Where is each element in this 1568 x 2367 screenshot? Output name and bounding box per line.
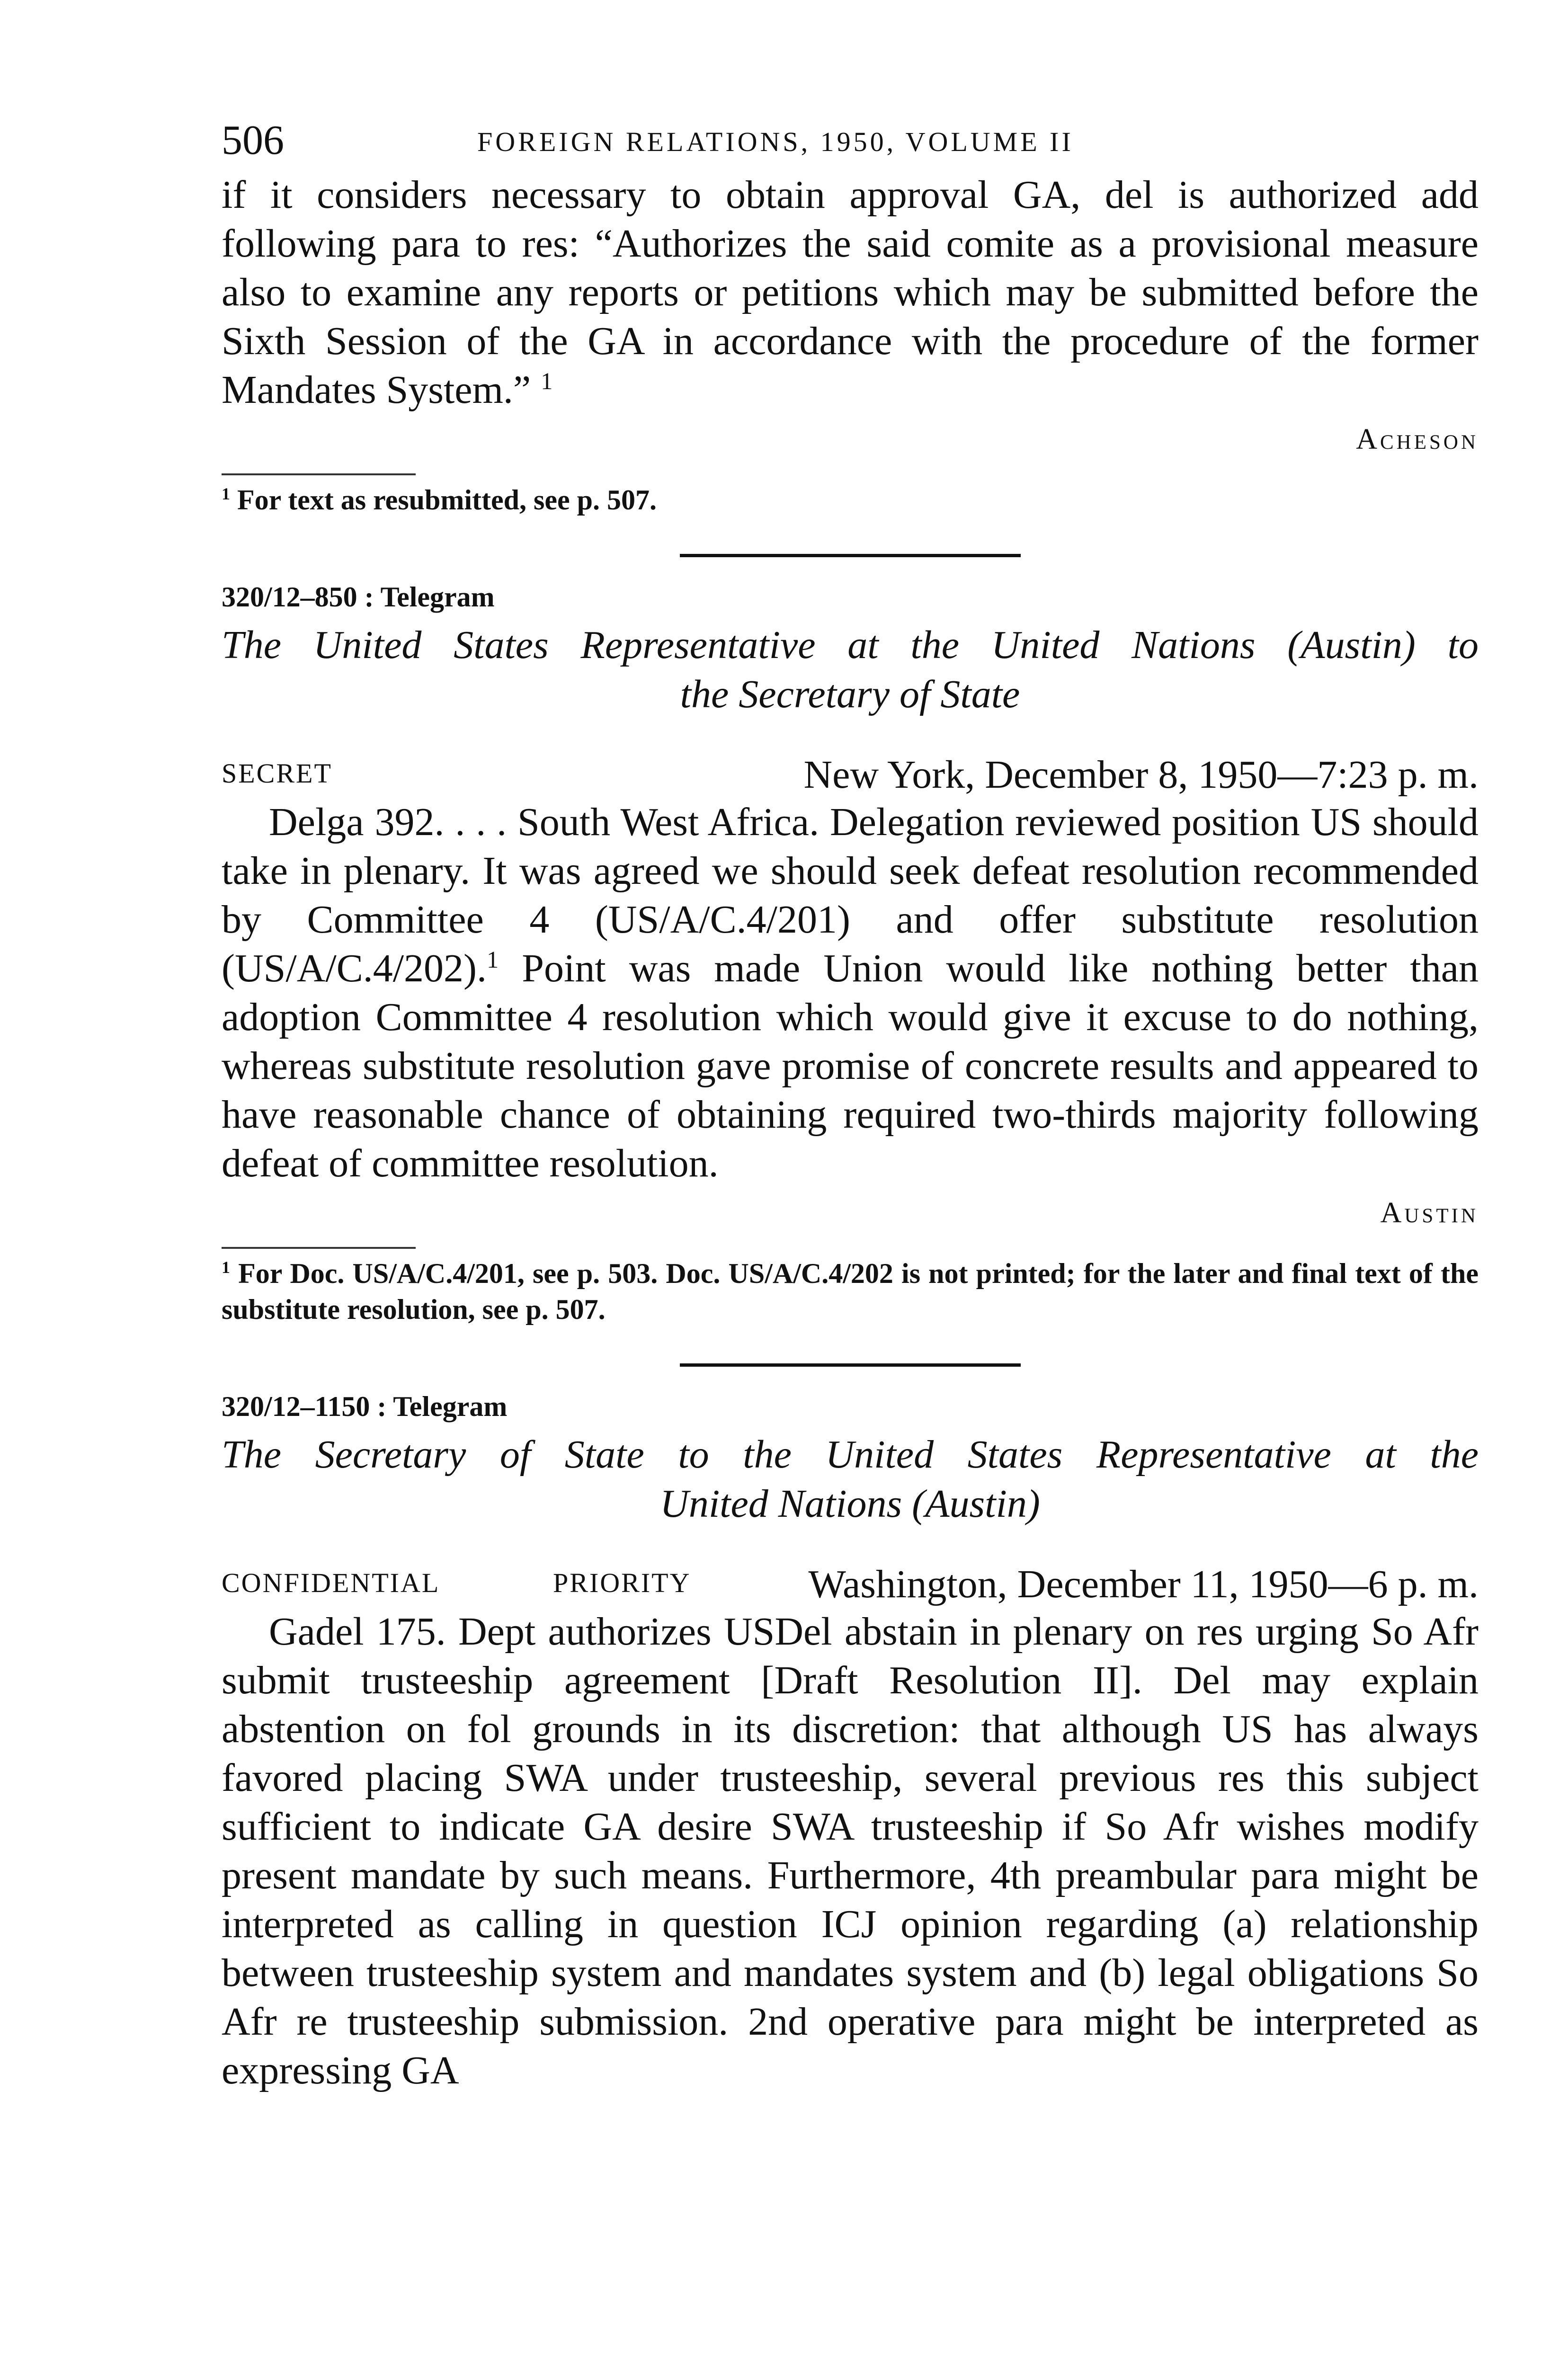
running-title: FOREIGN RELATIONS, 1950, VOLUME II bbox=[477, 126, 1074, 157]
footnote-rule bbox=[222, 1247, 416, 1249]
body-paragraph: Gadel 175. Dept authorizes USDel abstain in plenary on res urging So Afr submit trusteeship agreement [Draft Resolution II]. Del may explain abstention on fol grounds in its discretion: that although US has always favored placing SWA under trusteeship, several previous res this subject sufficient to indicate GA desire SWA trusteeship if So Afr wishes modify present mandate by such means. Furthermore, 4th preambular para might be interpreted as calling in question ICJ opinion regarding (a) relationship between trusteeship system and mandates system and (b) legal obligations So Afr re trusteeship submission. 2nd operative para might be interpreted as expressing GA bbox=[222, 1610, 1479, 2092]
page-number: 506 bbox=[222, 117, 284, 163]
priority: PRIORITY bbox=[553, 1567, 691, 1598]
body-paragraph bbox=[222, 170, 1479, 414]
document-heading bbox=[222, 1430, 1479, 1529]
document-section bbox=[222, 170, 1479, 518]
paragraph-text: if it considers necessary to obtain approval GA, del is authorized add following para to res: “Authorizes the said comite as a provisional measure also to examine any reports or petitions which may be submitted before the Sixth Session of the GA in accordance with the procedure of the former Mandates System.” bbox=[222, 173, 1479, 412]
file-reference: 320/12–850 : Telegram bbox=[222, 581, 495, 613]
footnote bbox=[222, 482, 1479, 518]
classification: SECRET bbox=[222, 758, 332, 789]
heading-line: The Secretary of State to the United States Representative at the bbox=[222, 1433, 1479, 1477]
paragraph-text: Point was made Union would like nothing better than adoption Committee 4 resolution which would give it excuse to do nothing, whereas substitute resolution gave promise of concrete results and appeared to have reasonable chance of obtaining required two-thirds majority following defeat of committee resolution. bbox=[222, 946, 1479, 1185]
running-head bbox=[222, 114, 1479, 170]
document-section bbox=[222, 1388, 1479, 2095]
dateline: Washington, December 11, 1950—6 p. m. bbox=[808, 1562, 1479, 1606]
footnote-ref: 1 bbox=[541, 368, 553, 394]
classification-line bbox=[222, 747, 1479, 798]
document-page bbox=[222, 114, 1479, 2095]
footnote-ref: 1 bbox=[487, 946, 499, 973]
classification-line bbox=[222, 1557, 1479, 1607]
section-divider bbox=[680, 554, 1021, 557]
paragraph-text: Delga 392. . . . South West Africa. Delegation reviewed position US should take in plenary. It was agreed we should seek defeat resolution recommended by Committee 4 (US/A/C.4/201) and offer substitute resolution (US/A/C.4/202). bbox=[222, 800, 1479, 990]
file-reference: 320/12–1150 : Telegram bbox=[222, 1391, 508, 1422]
heading-line: United Nations (Austin) bbox=[660, 1482, 1040, 1526]
signature: Austin bbox=[1380, 1197, 1479, 1229]
footnote-rule bbox=[222, 473, 416, 475]
document-heading bbox=[222, 621, 1479, 719]
dateline: New York, December 8, 1950—7:23 p. m. bbox=[803, 753, 1479, 797]
footnote-text: For Doc. US/A/C.4/201, see p. 503. Doc. US/A/C.4/202 is not printed; for the later and final text of the substitute resolution, see p. 507. bbox=[222, 1258, 1479, 1325]
body-paragraph bbox=[222, 798, 1479, 1188]
document-section bbox=[222, 578, 1479, 1327]
classification: CONFIDENTIAL bbox=[222, 1567, 440, 1598]
heading-line: The United States Representative at the United Nations (Austin) to bbox=[222, 623, 1479, 667]
footnote-marker: 1 bbox=[222, 484, 230, 503]
signature: Acheson bbox=[1356, 423, 1479, 455]
section-divider bbox=[680, 1363, 1021, 1367]
footnote-marker: 1 bbox=[222, 1258, 230, 1277]
footnote bbox=[222, 1255, 1479, 1327]
footnote-text: For text as resubmitted, see p. 507. bbox=[237, 484, 657, 516]
heading-line: the Secretary of State bbox=[680, 672, 1020, 716]
